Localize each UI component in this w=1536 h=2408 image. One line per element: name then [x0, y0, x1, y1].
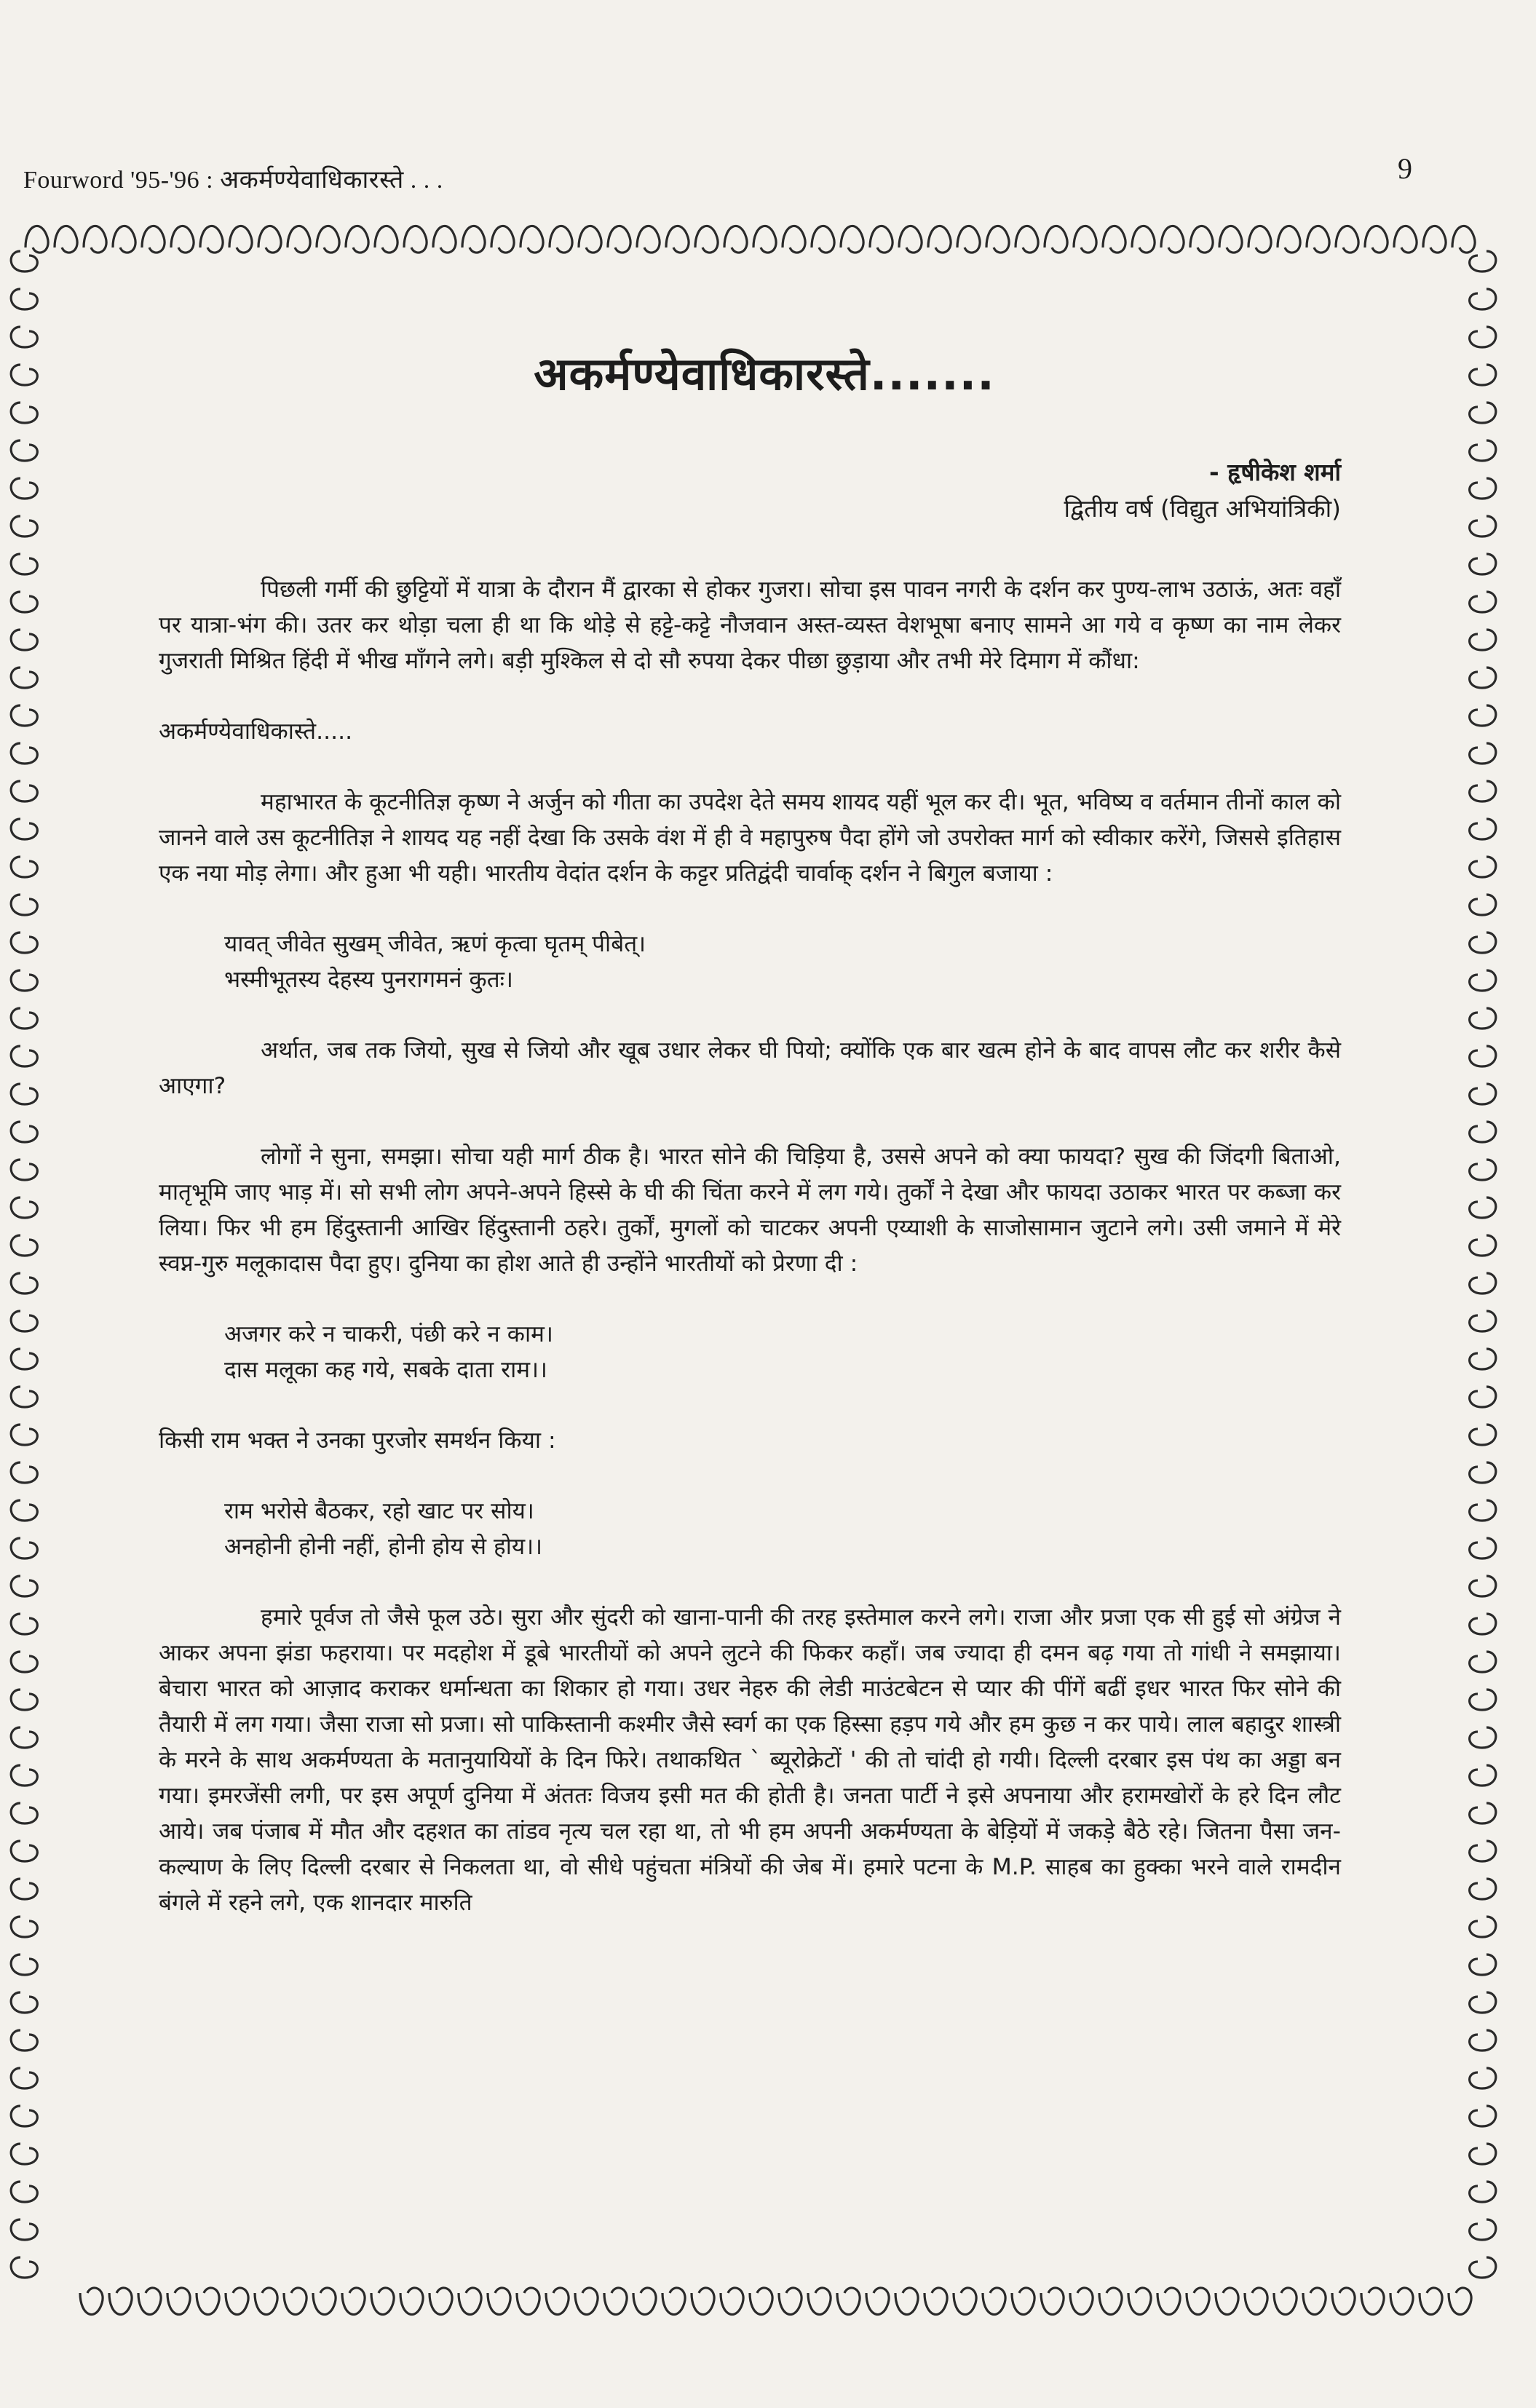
paragraph-1: पिछली गर्मी की छुट्टियों में यात्रा के दौरान मैं द्वारका से होकर गुजरा। सोचा इस पावन नगरी के दर्शन कर पुण्य-लाभ उठाऊं, अतः वहाँ पर यात्रा-भंग की। उतर कर थोड़ा चला ही था कि थोड़े से हट्टे-कट्टे नौजवान अस्त-व्यस्त वेशभूषा बनाए सामने आ गये व कृष्ण का नाम लेकर गुजराती मिश्रित हिंदी में भीख माँगने लगे। बड़ी मुश्किल से दो सौ रुपया देकर पीछा छुड़ाया और तभी मेरे दिमाग में कौंधा: — [159, 577, 1341, 674]
verse-line: यावत् जीवेत सुखम् जीवेत, ऋणं कृत्वा घृतम् पीबेत्। — [224, 931, 646, 957]
paragraph-5: लोगों ने सुना, समझा। सोचा यही मार्ग ठीक है। भारत सोने की चिड़िया है, उससे अपने को क्या फायदा? सुख की जिंदगी बिताओ, मातृभूमि जाए भाड़ में। सो सभी लोग अपने-अपने हिस्से के घी की चिंता करने में लग गये। तुर्कों ने देखा और फायदा उठाकर भारत पर कब्जा कर लिया। फिर भी हम हिंदुस्तानी आखिर हिंदुस्तानी ठहरे। तुर्कों, मुगलों को चाटकर अपनी एय्याशी के साजोसामान जुटाने लगे। उसी जमाने में मेरे स्वप्न-गुरु मलूकादास पैदा हुए। दुनिया का होश आते ही उन्होंने भारतीयों को प्रेरणा दी : — [159, 1144, 1341, 1277]
border-loop — [80, 2288, 1471, 2315]
paragraph-2: अकर्मण्येवाधिकास्ते..... — [159, 718, 353, 745]
article-title: अकर्मण्येवाधिकारस्ते....... — [534, 347, 995, 400]
border-loop — [1470, 251, 1496, 2278]
verse-line: राम भरोसे बैठकर, रहो खाट पर सोय। — [224, 1498, 534, 1524]
verse-line: अजगर करे न चाकरी, पंछी करे न काम। — [224, 1321, 553, 1347]
border-loop — [25, 226, 1475, 253]
paragraph-3: महाभारत के कूटनीतिज्ञ कृष्ण ने अर्जुन को गीता का उपदेश देते समय शायद यहीं भूल कर दी। भूत, भविष्य व वर्तमान तीनों काल को जानने वाले उस कूटनीतिज्ञ ने शायद यह नहीं देखा कि उसके वंश में ही वे महापुरुष पैदा होंगे जो उपरोक्त मार्ग को स्वीकार करेंगे, जिससे इतिहास एक नया मोड़ लेगा। और हुआ भी यही। भारतीय वेदांत दर्शन के कट्टर प्रतिद्वंदी चार्वाक् दर्शन ने बिगुल बजाया : — [159, 789, 1341, 887]
paragraph-7: हमारे पूर्वज तो जैसे फूल उठे। सुरा और सुंदरी को खाना-पानी की तरह इस्तेमाल करने लगे। राजा और प्रजा एक सी हुई सो अंग्रेज ने आकर अपना झंडा फहराया। पर मदहोश में डूबे भारतीयों को अपने लुटने की फिकर कहाँ। जब ज्यादा ही दमन बढ़ गया तो गांधी ने समझाया। बेचारा भारत को आज़ाद कराकर धर्मान्धता का शिकार हो गया। उधर नेहरु की लेडी माउंटबेटन से प्यार की पींगें बढीं इधर भारत फिर सोने की तैयारी में लग गया। जैसा राजा सो प्रजा। सो पाकिस्तानी कश्मीर जैसे स्वर्ग का एक हिस्सा हड़प गये और हम कुछ न कर पाये। लाल बहादुर शास्त्री के मरने के साथ अकर्मण्यता के मतानुयायियों के दिन फिरे। तथाकथित ` ब्यूरोक्रेटों ' की तो चांदी हो गयी। दिल्ली दरबार इस पंथ का अड्डा बन गया। इमरजेंसी लगी, पर इस अपूर्ण दुनिया में अंततः विजय इसी मत की होती है। जनता पार्टी ने इसे अपनाया और हरामखोरों के हरे दिन लौट आये। जब पंजाब में मौत और दहशत का तांडव नृत्य चल रहा था, तो भी हम अपनी अकर्मण्यता के बेड़ियों में जकड़े बैठे रहे। जितना पैसा जन-कल्याण के लिए दिल्ली दरबार से निकलता था, वो सीधे पहुंचता मंत्रियों की जेब में। हमारे पटना के M.P. साहब का हुक्का भरने वाले रामदीन बंगले में रहने लगे, एक शानदार मारुति — [159, 1604, 1341, 1916]
author-name: - हृषीकेश शर्मा — [1209, 458, 1341, 486]
verse-3 — [224, 1494, 1341, 1565]
verse-2 — [224, 1317, 1341, 1388]
border-loop — [11, 251, 37, 2278]
paragraph-6: किसी राम भक्त ने उनका पुरजोर समर्थन किया : — [159, 1427, 556, 1454]
article — [159, 342, 1341, 1956]
page-number: 9 — [1398, 152, 1412, 185]
verse-line: दास मलूका कह गये, सबके दाता राम।। — [224, 1357, 547, 1383]
verse-line: अनहोनी होनी नहीं, होनी होय से होय।। — [224, 1534, 543, 1560]
author-affiliation: द्वितीय वर्ष (विद्युत अभियांत्रिकी) — [1064, 494, 1341, 523]
verse-1 — [224, 927, 1341, 998]
byline — [159, 454, 1341, 527]
paragraph-4: अर्थात, जब तक जियो, सुख से जियो और खूब उधार लेकर घी पियो; क्योंकि एक बार खत्म होने के बाद वापस लौट कर शरीर कैसे आएगा? — [159, 1037, 1341, 1099]
verse-line: भस्मीभूतस्य देहस्य पुनरागमनं कुतः। — [224, 967, 513, 993]
running-head: Fourword '95-'96 : अकर्मण्येवाधिकारस्ते . . . — [23, 167, 443, 194]
